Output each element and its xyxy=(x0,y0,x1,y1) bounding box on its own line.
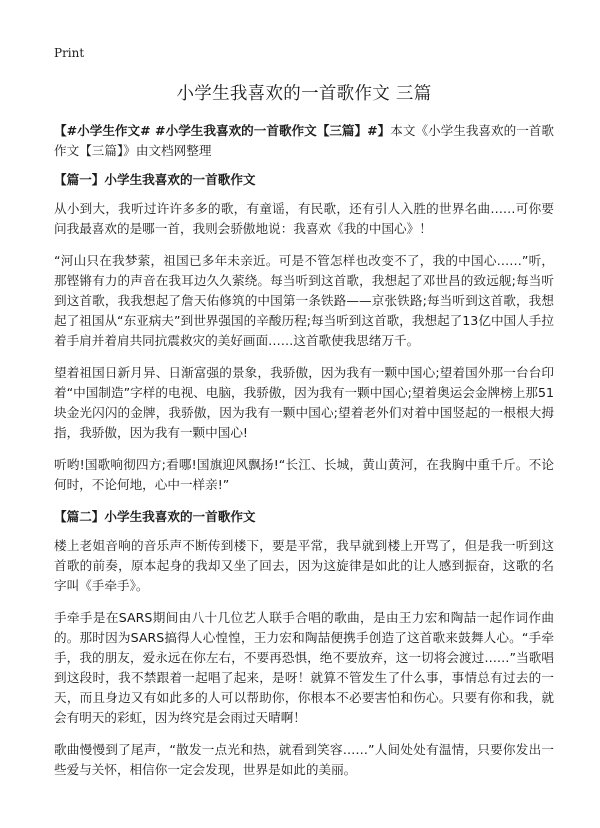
intro-paragraph xyxy=(54,121,554,161)
section-1-paragraph-3: 望着祖国日新月异、日渐富强的景象，我骄傲，因为我有一颗中国心;望着国外那一台台印着“中国制造”字样的电视、电脑，我骄傲，因为我有一颗中国心;望着奥运会金牌榜上那51块金光闪闪的金牌，我骄傲，因为我有一颗中国心;望着老外们对着中国竖起的一根根大拇指，我骄傲，因为我有一颗中国心! xyxy=(54,365,554,440)
section-2-paragraph-1: 楼上老姐音响的音乐声不断传到楼下，要是平常，我早就到楼上开骂了，但是我一听到这首歌的前奏，原本起身的我却又坐了回去，因为这旋律是如此的让人感到振奋，这歌的名字叫《手牵手》。 xyxy=(54,538,554,593)
section-heading-2: 【篇二】小学生我喜欢的一首歌作文 xyxy=(54,509,256,524)
document-page xyxy=(54,46,554,792)
intro-tags: 【#小学生作文# #小学生我喜欢的一首歌作文【三篇】#】 xyxy=(54,123,391,138)
section-heading-1: 【篇一】小学生我喜欢的一首歌作文 xyxy=(54,172,256,187)
page-title: 小学生我喜欢的一首歌作文 三篇 xyxy=(176,84,432,104)
section-2-paragraph-3: 歌曲慢慢到了尾声，“散发一点光和热，就看到笑容……”人间处处有温情，只要你发出一些爱与关怀，相信你一定会发现，世界是如此的美丽。 xyxy=(54,742,554,777)
section-1-paragraph-2: “河山只在我梦萦，祖国已多年未亲近。可是不管怎样也改变不了，我的中国心……”听，那铿锵有力的声音在我耳边久久萦绕。每当听到这首歌，我想起了邓世昌的致远舰;每当听到这首歌，我我想起了詹天佑修筑的中国第一条铁路——京张铁路;每当听到这首歌，我想起了祖国从“东亚病夫”到世界强国的辛酸历程;每当听到这首歌，我想起了13亿中国人手拉着手肩并着肩共同抗震救灾的美好画面……这首歌使我思绪万千。 xyxy=(54,253,554,348)
intro-text: 本文《小学生我喜欢的一首歌作文【三篇】》由文档网整理 xyxy=(54,123,554,158)
section-2-paragraph-2: 手牵手是在SARS期间由八十几位艺人联手合唱的歌曲，是由王力宏和陶喆一起作词作曲的。那时因为SARS搞得人心惶惶，王力宏和陶喆便携手创造了这首歌来鼓舞人心。“手牵手，我的朋友，爱永远在你左右，不要再恐惧，绝不要放弃，这一切将会渡过……”当歌唱到这段时，我不禁跟着一起唱了起来，是呀！就算不管发生了什么事，事情总有过去的一天，而且身边又有如此多的人可以帮助你，你根本不必要害怕和伤心。只要有你和我，就会有明天的彩虹，因为终究是会雨过天晴啊！ xyxy=(54,610,554,725)
print-link[interactable]: Print xyxy=(54,46,85,60)
section-1-paragraph-4: 听哟!国歌响彻四方;看哪!国旗迎风飘扬!“长江、长城，黄山黄河，在我胸中重千斤。不论何时，不论何地，心中一样亲!” xyxy=(54,457,554,492)
section-1-paragraph-1: 从小到大，我听过许许多多的歌，有童谣，有民歌，还有引人入胜的世界名曲……可你要问我最喜欢的是哪一首，我则会骄傲地说：我喜欢《我的中国心》！ xyxy=(54,201,554,236)
